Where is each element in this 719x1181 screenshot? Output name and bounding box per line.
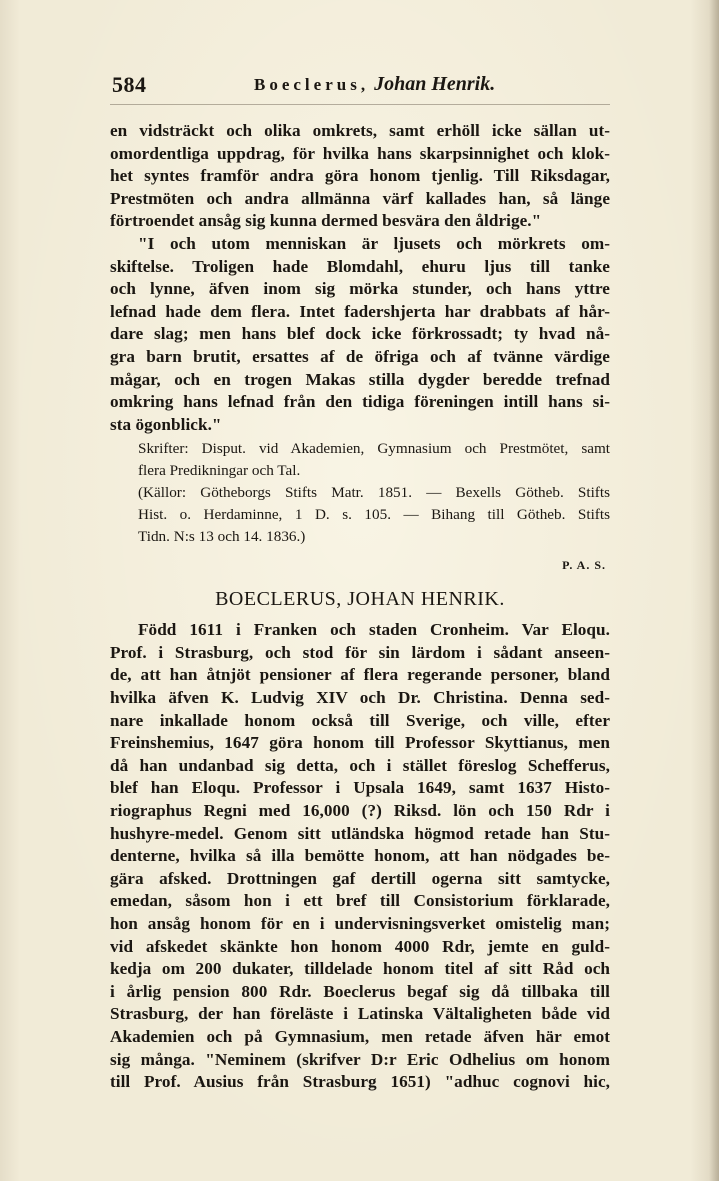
text-line: riographus Regni med 16,000 (?) Riksd. lön och 150 Rdr i xyxy=(110,801,610,821)
text-line: skiftelse. Troligen hade Blomdahl, ehuru ljus till tanke xyxy=(110,256,610,276)
source-line: flera Predikningar och Tal. xyxy=(138,462,301,480)
page-number: 584 xyxy=(112,72,147,97)
text-line: hushyre-medel. Genom sitt utländska högmod retade han Stu- xyxy=(110,823,610,843)
sources-block xyxy=(110,438,610,547)
article-body xyxy=(110,619,610,1093)
text-line: förtroendet ansåg sig kunna dermed besvära den åldrige." xyxy=(110,211,542,231)
text-line: Prestmöten och andra allmänna värf kallades han, så länge xyxy=(110,188,610,208)
text-line: till Prof. Ausius från Strasburg 1651) "adhuc cognovi hic, xyxy=(110,1072,610,1092)
text-line: "I och utom menniskan är ljusets och mörkrets om- xyxy=(138,233,610,253)
text-line: sta ögonblick." xyxy=(110,414,222,434)
author-signature: P. A. S. xyxy=(562,558,606,573)
source-line: (Källor: Götheborgs Stifts Matr. 1851. — Bexells Götheb. Stifts xyxy=(138,483,610,501)
text-line: omkring hans lefnad från den tidiga föreningen intill hans si- xyxy=(110,392,610,412)
text-line: lefnad hade dem flera. Intet fadershjerta har drabbats af hår- xyxy=(110,301,610,321)
text-line: emedan, såsom hon i ett bref till Consistorium förklarade, xyxy=(110,891,610,911)
text-line: hon ansåg honom för en i undervisningsverket omistelig man; xyxy=(110,914,610,934)
running-head-given-names: Johan Henrik. xyxy=(374,73,496,95)
text-line: omordentliga uppdrag, för hvilka hans skarpsinnighet och klok- xyxy=(110,143,610,163)
page-edge-shadow xyxy=(709,0,719,1181)
text-line: denterne, hvilka så illa bemötte honom, att han nödgades be- xyxy=(110,846,610,866)
page-header xyxy=(112,72,607,102)
text-line: hvilka äfven K. Ludvig XIV och Dr. Christina. Denna sed- xyxy=(110,688,610,708)
text-line: mågar, och en trogen Makas stilla dygder beredde trefnad xyxy=(110,369,610,389)
article-heading: BOECLERUS, JOHAN HENRIK. xyxy=(215,588,505,611)
text-line: vid afskedet skänkte hon honom 4000 Rdr, jemte en guld- xyxy=(110,936,610,956)
text-line: nare inkallade honom också till Sverige, och ville, efter xyxy=(110,710,610,730)
text-column xyxy=(110,120,610,1094)
text-line: en vidsträckt och olika omkrets, samt erhöll icke sällan ut- xyxy=(110,121,610,140)
text-line: gära afsked. Drottningen gaf dertill ogerna sitt samtycke, xyxy=(110,868,610,888)
running-head-surname: Boeclerus, xyxy=(254,75,370,94)
text-line: då han undanbad sig detta, och i stället föreslog Schefferus, xyxy=(110,755,610,775)
source-line: Skrifter: Disput. vid Akademien, Gymnasium och Prestmötet, samt xyxy=(138,440,610,458)
text-line: het syntes framför andra göra honom tjenlig. Till Riksdagar, xyxy=(110,166,610,186)
source-line: Tidn. N:s 13 och 14. 1836.) xyxy=(138,527,306,545)
text-line: kedja om 200 dukater, tilldelade honom titel af sitt Råd och xyxy=(110,959,610,979)
previous-article-body xyxy=(110,120,610,436)
text-line: dare slag; men hans blef dock icke förkrossadt; ty hvad nå- xyxy=(110,324,610,344)
source-line: Hist. o. Herdaminne, 1 D. s. 105. — Bihang till Götheb. Stifts xyxy=(138,505,610,523)
header-rule xyxy=(110,104,610,105)
text-line: i årlig pension 800 Rdr. Boeclerus begaf sig då tillbaka till xyxy=(110,981,610,1001)
text-line: och lynne, äfven inom sig mörka stunder, och hans yttre xyxy=(110,279,610,299)
text-line: blef han Eloqu. Professor i Upsala 1649, samt 1637 Histo- xyxy=(110,778,610,798)
text-line: Prof. i Strasburg, och stod för sin lärdom i sådant anseen- xyxy=(110,642,610,662)
text-line: gra barn brutit, ersattes af de öfriga och af tvänne värdige xyxy=(110,346,610,366)
text-line: sig många. "Neminem (skrifver D:r Eric Odhelius om honom xyxy=(110,1049,610,1069)
running-head xyxy=(254,73,495,96)
text-line: Freinshemius, 1647 göra honom till Professor Skyttianus, men xyxy=(110,733,610,753)
text-line: Akademien och på Gymnasium, men retade äfven här emot xyxy=(110,1026,610,1046)
text-line: de, att han åtnjöt pensioner af flera regerande personer, bland xyxy=(110,665,610,685)
text-line: Strasburg, der han föreläste i Latinska Vältaligheten både vid xyxy=(110,1004,610,1024)
text-line: Född 1611 i Franken och staden Cronheim. Var Eloqu. xyxy=(138,620,610,640)
